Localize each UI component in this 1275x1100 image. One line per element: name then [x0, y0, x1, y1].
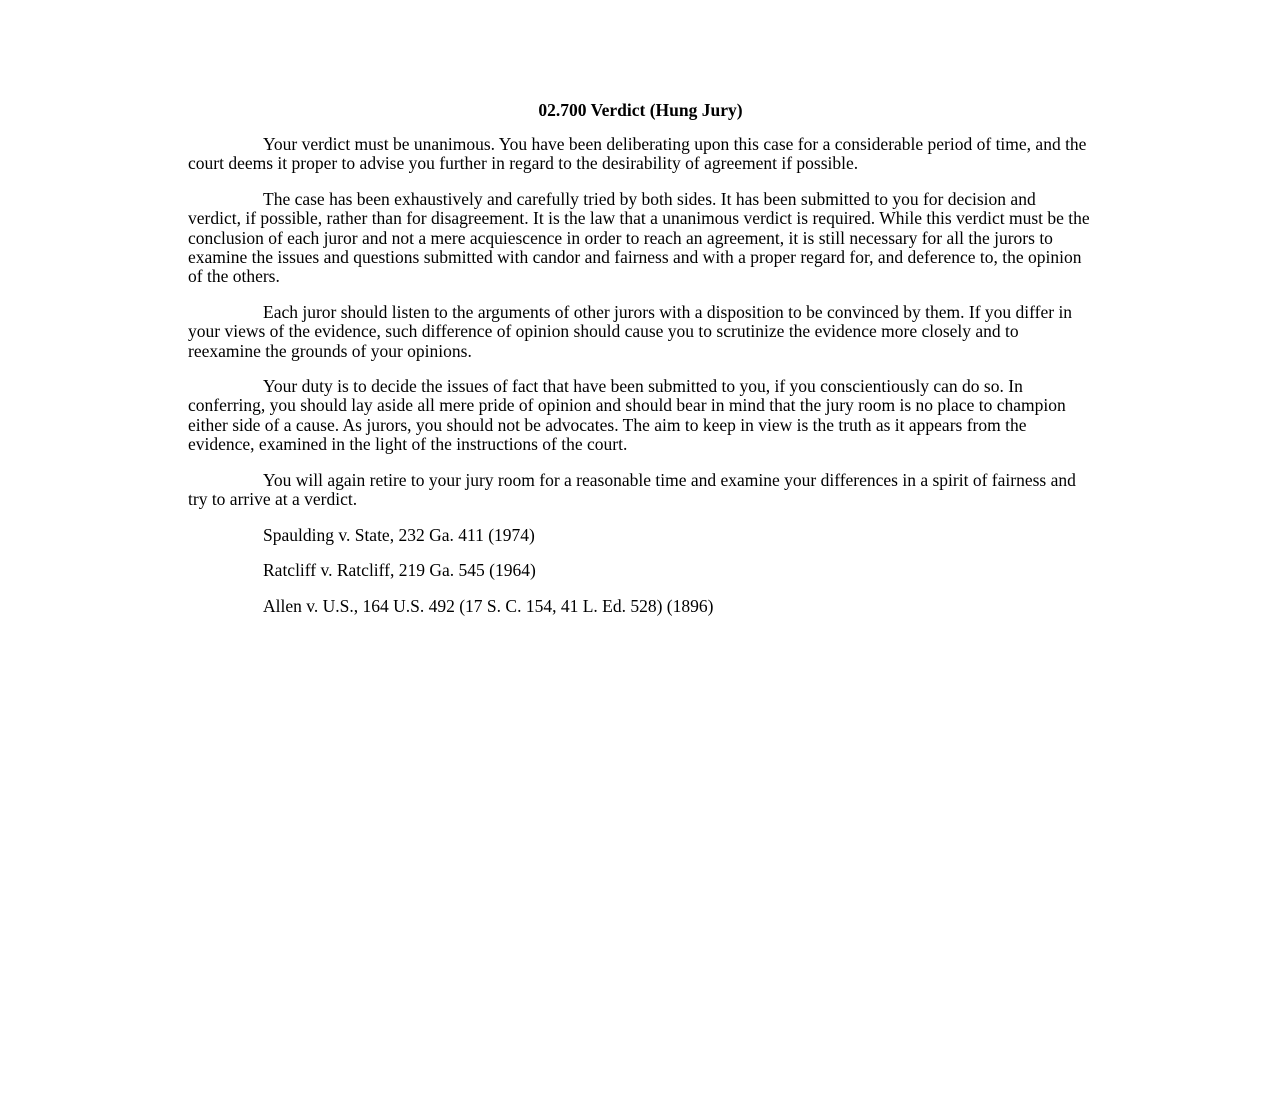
paragraph-unanimous-verdict: Your verdict must be unanimous. You have been deliberating upon this case for a considerable period of time, and the court deems it proper to advise you further in regard to the desirability of agreement if possible.	[188, 134, 1087, 174]
paragraph-case-tried: The case has been exhaustively and carefully tried by both sides. It has been submitted to you for decision and verdict, if possible, rather than for disagreement. It is the law that a unanimous verdict is required. While this verdict must be the conclusion of each juror and not a mere acquiescence in order to reach an agreement, it is still necessary for all the jurors to examine the issues and questions submitted with candor and fairness and with a proper regard for, and deference to, the opinion of the others.	[188, 188, 1090, 287]
paragraph-duty: Your duty is to decide the issues of fact that have been submitted to you, if you conscientiously can do so. In conferring, you should lay aside all mere pride of opinion and should bear in mind that the jury room is no place to champion either side of a cause. As jurors, you should not be advocates. The aim to keep in view is the truth as it appears from the evidence, examined in the light of the instructions of the court.	[188, 376, 1066, 455]
paragraph-retire: You will again retire to your jury room for a reasonable time and examine your differences in a spirit of fairness and try to arrive at a verdict.	[188, 469, 1076, 510]
paragraph-listen-to-jurors: Each juror should listen to the arguments of other jurors with a disposition to be convinced by them. If you differ in your views of the evidence, such difference of opinion should cause you to scrutinize the evidence more closely and to reexamine the grounds of your opinions.	[188, 301, 1073, 361]
citation-allen: Allen v. U.S., 164 U.S. 492 (17 S. C. 154, 41 L. Ed. 528) (1896)	[263, 596, 714, 617]
document-page	[188, 100, 1093, 633]
citation-ratcliff: Ratcliff v. Ratcliff, 219 Ga. 545 (1964)	[263, 560, 536, 581]
citation-spaulding: Spaulding v. State, 232 Ga. 411 (1974)	[263, 524, 535, 545]
document-title: 02.700 Verdict (Hung Jury)	[538, 100, 743, 120]
